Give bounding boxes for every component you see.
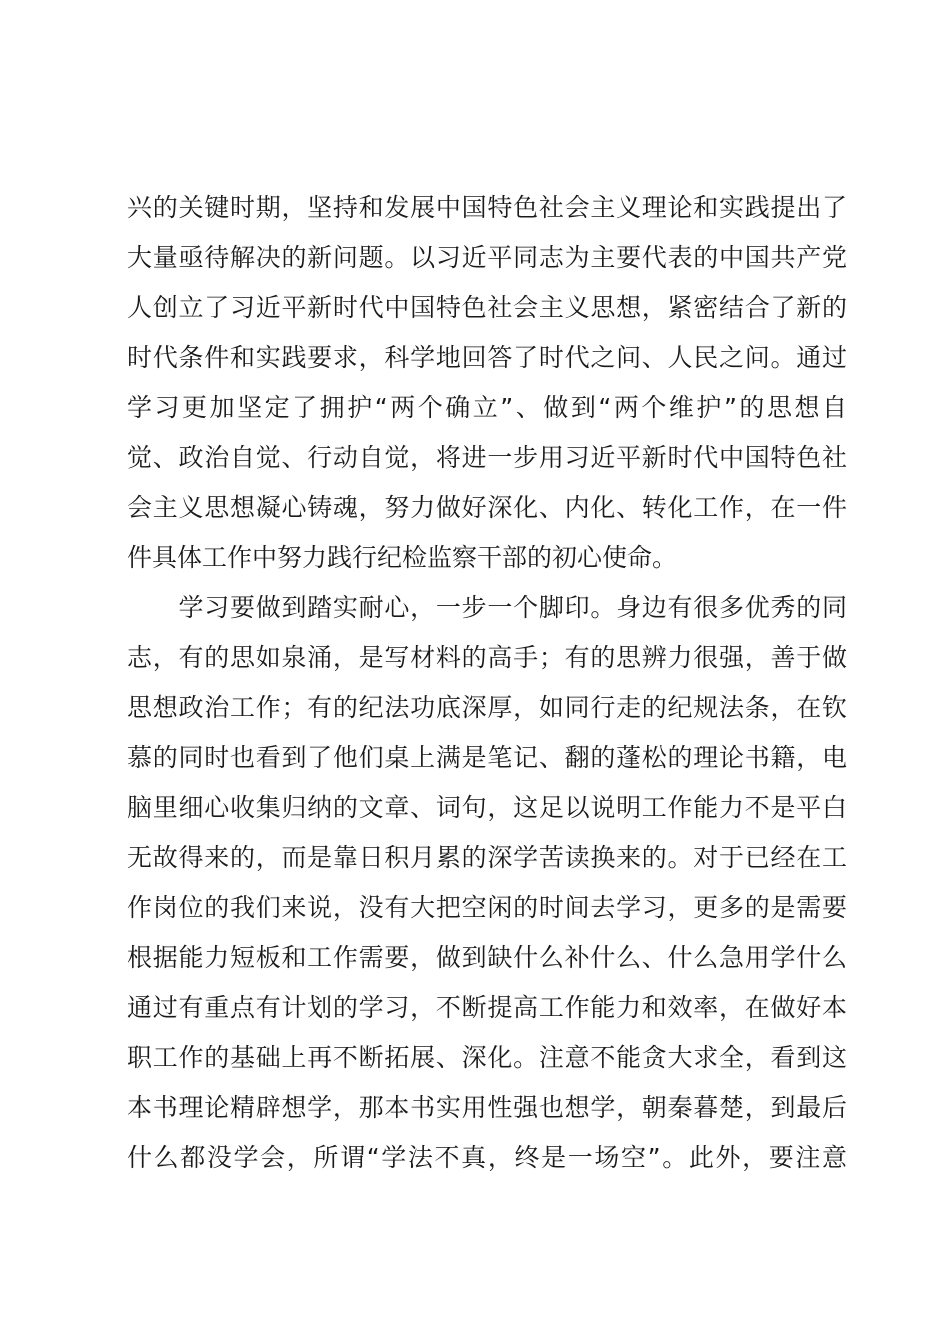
text-line: 时代条件和实践要求，科学地回答了时代之问、人民之问。通过: [127, 343, 847, 372]
text-line: 大量亟待解决的新问题。以习近平同志为主要代表的中国共产党: [127, 243, 847, 272]
text-line: 人创立了习近平新时代中国特色社会主义思想，紧密结合了新的: [127, 293, 847, 322]
text-line: 兴的关键时期，坚持和发展中国特色社会主义理论和实践提出了: [127, 193, 847, 222]
text-line: 职工作的基础上再不断拓展、深化。注意不能贪大求全，看到这: [127, 1043, 847, 1072]
text-line: 慕的同时也看到了他们桌上满是笔记、翻的蓬松的理论书籍，电: [127, 743, 847, 772]
paragraph-end-line: 件具体工作中努力践行纪检监察干部的初心使命。: [127, 543, 678, 572]
text-line: 志，有的思如泉涌，是写材料的高手；有的思辨力很强，善于做: [127, 643, 847, 672]
body-text: [127, 183, 847, 1183]
text-line: 脑里细心收集归纳的文章、词句，这足以说明工作能力不是平白: [127, 793, 847, 822]
text-line: 觉、政治自觉、行动自觉，将进一步用习近平新时代中国特色社: [127, 443, 847, 472]
paragraph-start-line: 学习要做到踏实耐心，一步一个脚印。身边有很多优秀的同: [127, 593, 847, 622]
text-line: 无故得来的，而是靠日积月累的深学苦读换来的。对于已经在工: [127, 843, 847, 872]
text-line: 思想政治工作；有的纪法功底深厚，如同行走的纪规法条，在钦: [127, 693, 847, 722]
text-line: 什么都没学会，所谓“学法不真，终是一场空”。此外，要注意: [127, 1143, 847, 1172]
text-line: 根据能力短板和工作需要，做到缺什么补什么、什么急用学什么: [127, 943, 847, 972]
text-line: 本书理论精辟想学，那本书实用性强也想学，朝秦暮楚，到最后: [127, 1093, 847, 1122]
text-line: 学习更加坚定了拥护“两个确立”、做到“两个维护”的思想自: [127, 393, 847, 422]
text-line: 作岗位的我们来说，没有大把空闲的时间去学习，更多的是需要: [127, 893, 847, 922]
text-line: 通过有重点有计划的学习，不断提高工作能力和效率，在做好本: [127, 993, 847, 1022]
text-line: 会主义思想凝心铸魂，努力做好深化、内化、转化工作，在一件: [127, 493, 847, 522]
